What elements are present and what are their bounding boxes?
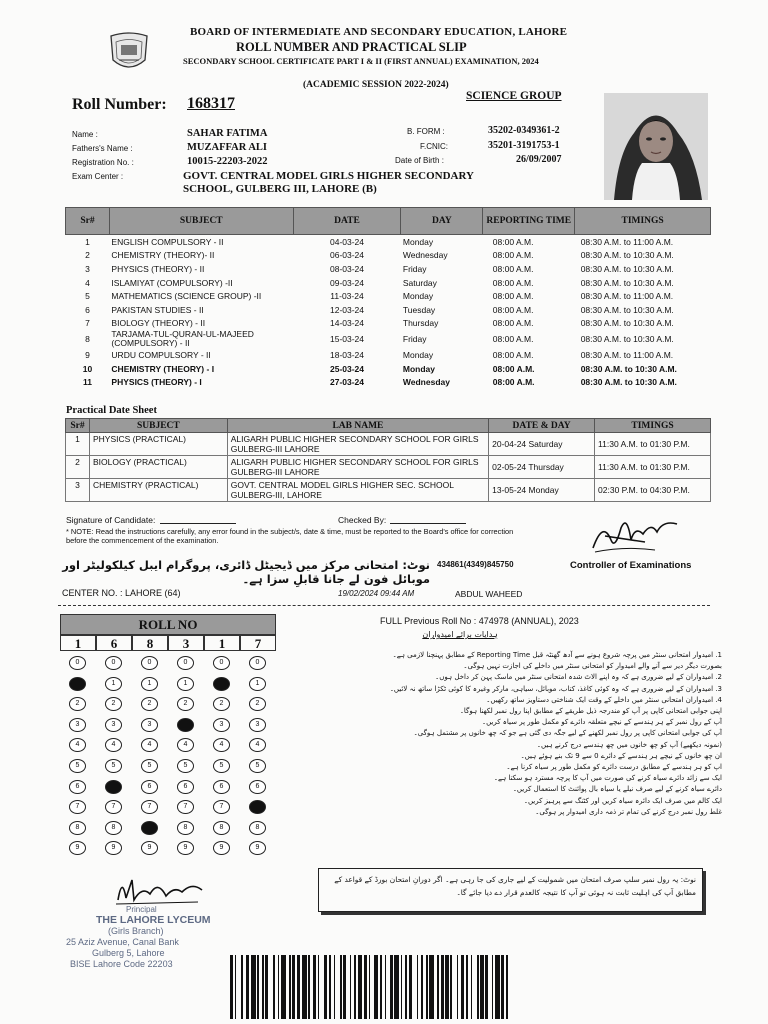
omr-bubble: 9 [177,841,194,855]
omr-bubble: 8 [177,821,194,835]
subject-cell: CHEMISTRY (PRACTICAL) [89,479,227,502]
practical-header-1: SUBJECT [89,419,227,433]
date-cell: 08-03-24 [329,263,365,274]
instruction-line: 4. امیدواران امتحانی سنٹر میں داخلے کے وقت ایک شناختی دستاویز ساتھ رکھیں۔ [486,695,722,704]
reporting-time-cell: 08:00 A.M. [492,277,534,288]
sr-cell: 1 [85,236,90,247]
theory-header-3: DAY [401,208,483,235]
bform-label: B. FORM : [407,127,445,136]
name-label: Name : [72,130,98,139]
stamp-line-2: THE LAHORE LYCEUM [96,914,211,926]
subject-cell: CHEMISTRY (THEORY) - I [111,363,215,374]
sr-cell: 6 [85,304,90,315]
omr-bubble [105,780,122,794]
day-cell: Friday [402,263,427,274]
table-row [66,249,711,263]
omr-bubble: 1 [249,677,266,691]
practical-header-3: DATE & DAY [489,419,595,433]
sr-cell: 1 [66,433,90,456]
timings-cell: 08:30 A.M. to 10:30 A.M. [580,363,677,374]
omr-bubble: 7 [105,800,122,814]
instruction-line: غلط رول نمبر درج کرنے کی تمام تر ذمہ داری امیدوار پر ہوگی۔ [535,807,722,816]
omr-bubble: 3 [69,718,86,732]
instruction-line: 3. امیدواران کے لیے ضروری ہے کہ وہ کوئی کاغذ، کتاب، موبائل، سیاہی، مارکر وغیرہ کا کوئی ٹکڑا ساتھ نہ لائیں۔ [389,684,722,693]
date-cell: 12-03-24 [329,304,365,315]
table-row [66,330,711,348]
practical-header-0: Sr# [66,419,90,433]
lab-name-cell: ALIGARH PUBLIC HIGHER SECONDARY SCHOOL FOR GIRLS GULBERG-III LAHORE [227,456,488,479]
fcnic-number: 35201-3191753-1 [488,140,560,151]
controller-signature [585,510,685,555]
sr-cell: 9 [85,349,90,360]
note-text: * NOTE: Read the instructions carefully, any error found in the subject/s, date & time, must be reported to the Board's office for correction before the commencement of the examination. [66,527,514,545]
table-row [66,362,711,376]
omr-bubble: 0 [69,656,86,670]
sr-cell: 10 [82,363,93,374]
exam-center-line2: SCHOOL, GULBERG III, LAHORE (B) [183,183,377,195]
omr-bubble: 6 [213,780,230,794]
theory-header-4: REPORTING TIME [483,208,575,235]
timings-cell: 08:30 A.M. to 11:00 A.M. [580,349,674,360]
roll-number-value: 168317 [187,95,235,112]
stamp-line-3: (Girls Branch) [108,926,164,936]
day-cell: Monday [402,363,436,374]
omr-bubble: 3 [213,718,230,732]
table-row [66,289,711,303]
eligibility-note-box: نوٹ: یہ رول نمبر سلپ صرف امتحان میں شمولیت کے لیے جاری کی جا رہی ہے۔ اگر دورانِ امتحان بورڈ کے قواعد کے مطابق آپ کی اہلیت ثابت نہ ہوئی تو آپ کا نتیجہ کالعدم قرار دے دیا جائے گا۔ [318,868,703,912]
candidate-photo [604,93,708,200]
day-cell: Thursday [402,318,439,329]
omr-bubble: 8 [105,821,122,835]
date-cell: 14-03-24 [329,318,365,329]
subject-cell: MATHEMATICS (SCIENCE GROUP) -II [111,291,262,302]
timings-cell: 08:30 A.M. to 10:30 A.M. [580,318,674,329]
instruction-line: (نمونہ دیکھیے) آپ کو چھ خانوں میں چھ ہندسے درج کرنے ہیں۔ [536,740,722,749]
subject-cell: PHYSICS (PRACTICAL) [89,433,227,456]
reporting-time-cell: 08:00 A.M. [492,363,535,374]
reporting-time-cell: 08:00 A.M. [492,377,535,388]
academic-session: (ACADEMIC SESSION 2022-2024) [303,80,449,90]
date-day-cell: 13-05-24 Monday [489,479,595,502]
table-row [66,303,711,317]
practical-datesheet-table [65,418,711,502]
timings-cell: 11:30 A.M. to 01:30 P.M. [595,456,711,479]
omr-bubble: 9 [213,841,230,855]
omr-bubble: 4 [69,738,86,752]
omr-bubble: 0 [105,656,122,670]
fcnic-label: F.CNIC: [420,142,448,151]
dob-value: 26/09/2007 [516,154,562,165]
omr-bubble: 7 [69,800,86,814]
omr-bubble: 6 [249,780,266,794]
omr-bubble: 5 [177,759,194,773]
omr-bubble: 1 [177,677,194,691]
day-cell: Monday [402,236,434,247]
reporting-time-cell: 08:00 A.M. [492,349,534,360]
bform-number: 35202-0349361-2 [488,125,560,136]
registration-number: 10015-22203-2022 [187,156,268,167]
sr-cell: 5 [85,291,90,302]
day-cell: Monday [402,349,434,360]
omr-bubble: 5 [141,759,158,773]
signature-line [160,523,236,524]
table-row [66,348,711,362]
exam-title: SECONDARY SCHOOL CERTIFICATE PART I & II (FIRST ANNUAL) EXAMINATION, 2024 [183,56,539,66]
omr-bubble: 2 [213,697,230,711]
omr-bubble: 6 [177,780,194,794]
omr-bubble: 0 [213,656,230,670]
day-cell: Tuesday [402,304,436,315]
subject-cell: PHYSICS (THEORY) - II [111,263,205,274]
father-label: Fathers's Name : [72,144,133,153]
omr-bubble: 8 [69,821,86,835]
table-row [66,479,711,502]
timings-cell: 08:30 A.M. to 10:30 A.M. [580,304,674,315]
omr-bubble: 0 [249,656,266,670]
controller-label: Controller of Examinations [570,560,692,571]
reporting-time-cell: 08:00 A.M. [492,304,534,315]
roll-digit-3: 8 [132,634,168,651]
stamp-line-4: 25 Aziz Avenue, Canal Bank [66,937,179,947]
omr-bubble: 5 [249,759,266,773]
omr-bubble: 0 [141,656,158,670]
omr-bubble: 2 [105,697,122,711]
urdu-warning: نوٹ: امتحانی مرکز میں ڈیجیٹل ڈائری، پروگرام ایبل کیلکولیٹر اور موبائل فون لے جانا قابلِ سزا ہے۔ [62,558,430,586]
practical-header-2: LAB NAME [227,419,488,433]
father-name: MUZAFFAR ALI [187,142,268,153]
roll-digit-1: 1 [60,634,96,651]
timings-cell: 02:30 P.M. to 04:30 P.M. [595,479,711,502]
subject-cell: TARJAMA-TUL-QURAN-UL-MAJEED (COMPULSORY) - II [111,329,254,349]
omr-bubble: 6 [69,780,86,794]
registration-label: Registration No. : [72,158,134,167]
omr-bubble: 4 [177,738,194,752]
theory-header-5: TIMINGS [575,208,711,235]
date-cell: 25-03-24 [329,363,365,374]
omr-bubble: 1 [105,677,122,691]
sr-cell: 2 [66,456,90,479]
table-row [66,375,711,389]
omr-bubble: 4 [141,738,158,752]
omr-bubble-grid [60,656,276,866]
reporting-time-cell: 08:00 A.M. [492,318,534,329]
omr-bubble: 5 [213,759,230,773]
instruction-line: 1. امیدوار امتحانی سنٹر میں پرچہ شروع ہونے سے آدھ گھنٹہ قبل Reporting Time کے مطابق پہنچنا لازمی ہے۔ [392,651,722,659]
omr-bubble: 9 [69,841,86,855]
omr-bubble: 7 [213,800,230,814]
lab-name-cell: GOVT. CENTRAL MODEL GIRLS HIGHER SEC. SCHOOL GULBERG-III, LAHORE [227,479,488,502]
dob-label: Date of Birth : [395,156,444,165]
omr-bubble: 7 [141,800,158,814]
date-cell: 18-03-24 [329,349,365,360]
omr-bubble: 3 [141,718,158,732]
table-row [66,456,711,479]
instruction-line: آپ کی جوابی امتحانی کاپی پر رول نمبر لکھنے کے لیے جگہ دی گئی ہے جو کہ چھ خانوں پر مشتمل ہوگی۔ [413,729,722,738]
roll-digit-row [60,634,276,652]
sr-cell: 3 [66,479,90,502]
omr-bubble: 2 [141,697,158,711]
timings-cell: 08:30 A.M. to 10:30 A.M. [580,250,674,261]
day-cell: Monday [402,291,434,302]
roll-digit-6: 7 [240,634,276,651]
omr-bubble: 7 [177,800,194,814]
date-cell: 27-03-24 [329,377,365,388]
subject-cell: URDU COMPULSORY - II [111,349,211,360]
omr-bubble: 6 [141,780,158,794]
timings-cell: 11:30 A.M. to 01:30 P.M. [595,433,711,456]
subject-cell: BIOLOGY (THEORY) - II [111,318,206,329]
omr-bubble: 1 [141,677,158,691]
theory-datesheet-table [65,207,711,389]
sr-cell: 11 [82,377,92,388]
roll-digit-5: 1 [204,634,240,651]
omr-bubble: 9 [141,841,158,855]
subject-cell: PHYSICS (THEORY) - I [111,377,202,388]
date-cell: 06-03-24 [329,250,365,261]
date-cell: 09-03-24 [329,277,365,288]
reporting-time-cell: 08:00 A.M. [492,291,534,302]
cut-line [58,605,710,606]
timings-cell: 08:30 A.M. to 10:30 A.M. [580,263,674,274]
instructions-list [302,650,722,818]
lab-name-cell: ALIGARH PUBLIC HIGHER SECONDARY SCHOOL FOR GIRLS GULBERG-III LAHORE [227,433,488,456]
board-logo [106,30,152,76]
signature-label: Signature of Candidate: [66,515,156,525]
omr-bubble [249,800,266,814]
day-cell: Saturday [402,277,437,288]
instruction-line: دائرے سیاہ کرنے کے لیے صرف نیلے یا سیاہ بال پوائنٹ کا استعمال کریں۔ [512,785,722,794]
instruction-line: ایک سے زائد دائرے سیاہ کرنے کی صورت میں آپ کا پرچہ مسترد ہو سکتا ہے۔ [493,774,722,783]
table-row [66,276,711,290]
day-cell: Wednesday [402,377,450,388]
subject-cell: ISLAMIYAT (COMPULSORY) -II [111,277,233,288]
sr-cell: 8 [85,334,90,345]
timings-cell: 08:30 A.M. to 10:30 A.M. [580,334,674,345]
omr-bubble: 5 [105,759,122,773]
omr-bubble: 2 [249,697,266,711]
subject-cell: PAKISTAN STUDIES - II [111,304,204,315]
reporting-time-cell: 08:00 A.M. [492,250,534,261]
helpline-number: 434861(4349)845750 [437,560,514,569]
day-cell: Friday [402,334,427,345]
center-number: CENTER NO. : LAHORE (64) [62,588,181,598]
operator-name: ABDUL WAHEED [455,589,523,599]
practical-datesheet-title: Practical Date Sheet [66,405,157,416]
omr-bubble [177,718,194,732]
omr-bubble: 2 [69,697,86,711]
exam-center-label: Exam Center : [72,172,124,181]
candidate-name: SAHAR FATIMA [187,128,268,139]
date-day-cell: 20-04-24 Saturday [489,433,595,456]
omr-bubble [141,821,158,835]
date-day-cell: 02-05-24 Thursday [489,456,595,479]
timings-cell: 08:30 A.M. to 10:30 A.M. [580,277,674,288]
previous-roll-number: FULL Previous Roll No : 474978 (ANNUAL), 2023 [380,616,579,626]
date-cell: 11-03-24 [330,291,364,302]
subject-cell: ENGLISH COMPULSORY - II [111,236,224,247]
sr-cell: 7 [85,318,90,329]
omr-bubble: 4 [105,738,122,752]
omr-bubble: 3 [249,718,266,732]
instruction-line: آپ کے رول نمبر کے ہر ہندسے کے نیچے متعلقہ دائرے کو مکمل طور پر سیاہ کریں۔ [481,718,722,727]
reporting-time-cell: 08:00 A.M. [492,236,534,247]
omr-bubble: 5 [69,759,86,773]
group-name: SCIENCE GROUP [466,90,562,102]
timings-cell: 08:30 A.M. to 11:00 A.M. [580,291,674,302]
instruction-line: اپ کو ہر ہندسے کے مطابق درست دائرے کو مکمل طور پر سیاہ کرنا ہے۔ [506,763,722,772]
school-stamp [62,904,222,1009]
roll-number-label: Roll Number: [72,96,167,113]
subject-cell: CHEMISTRY (THEORY)- II [111,250,215,261]
timings-cell: 08:30 A.M. to 11:00 A.M. [580,236,674,247]
omr-bubble [69,677,86,691]
stamp-line-5: Gulberg 5, Lahore [92,948,165,958]
principal-signature [112,872,207,906]
slip-title: ROLL NUMBER AND PRACTICAL SLIP [236,40,467,54]
instruction-line: ان چھ خانوں کے نیچے ہر ہندسے کے دائرے 0 سے 9 تک بنے ہوئے ہیں۔ [520,751,722,760]
omr-bubble [213,677,230,691]
omr-bubble: 0 [177,656,194,670]
table-row [66,235,711,249]
theory-header-1: SUBJECT [109,208,293,235]
omr-bubble: 2 [177,697,194,711]
omr-bubble: 3 [105,718,122,732]
omr-bubble: 4 [249,738,266,752]
theory-header-0: Sr# [66,208,110,235]
instructions-title: ہدایات برائے امیدواران [422,630,498,639]
exam-center-line1: GOVT. CENTRAL MODEL GIRLS HIGHER SECONDARY [183,170,474,182]
instruction-line: بصورت دیگر دیر سے آنے والے امیدوار کو امتحانی سنٹر میں داخلے کی اجازت نہیں ہوگی۔ [463,662,722,671]
omr-bubble: 8 [213,821,230,835]
sr-cell: 2 [85,250,90,261]
date-cell: 04-03-24 [329,236,365,247]
barcode [230,955,750,1019]
checked-by-line [390,523,466,524]
omr-bubble: 4 [213,738,230,752]
barcode-gap [508,955,511,1019]
subject-cell: BIOLOGY (PRACTICAL) [89,456,227,479]
omr-bubble: 9 [105,841,122,855]
table-row [66,433,711,456]
roll-digit-2: 6 [96,634,132,651]
omr-bubble: 9 [249,841,266,855]
checked-by-label: Checked By: [338,515,387,525]
timings-cell: 08:30 A.M. to 10:30 A.M. [580,377,677,388]
day-cell: Wednesday [402,250,448,261]
instruction-line: اپنی جوابی امتحانی کاپی پر آپ کو مندرجہ ذیل طریقے کے مطابق اپنا رول نمبر لکھنا ہوگا۔ [459,707,722,716]
roll-digit-4: 3 [168,634,204,651]
table-row [66,262,711,276]
instruction-line: ایک کالم میں صرف ایک دائرہ سیاہ کریں اور کٹنگ سے پرہیز کریں۔ [523,796,722,805]
sr-cell: 3 [85,263,90,274]
stamp-line-6: BISE Lahore Code 22203 [70,959,173,969]
theory-header-2: DATE [293,208,401,235]
sr-cell: 4 [85,277,90,288]
reporting-time-cell: 08:00 A.M. [492,334,534,345]
board-name: BOARD OF INTERMEDIATE AND SECONDARY EDUCATION, LAHORE [190,26,568,38]
omr-bubble: 8 [249,821,266,835]
practical-header-4: TIMINGS [595,419,711,433]
theory-header-row [66,208,711,235]
date-cell: 15-03-24 [329,334,365,345]
practical-header-row [66,419,711,433]
roll-box-title: ROLL NO [60,614,276,636]
reporting-time-cell: 08:00 A.M. [492,263,534,274]
instruction-line: 2. امیدواران کے لیے ضروری ہے کہ وہ اپنے الاٹ شدہ امتحانی سنٹر میں ماسک پہن کر داخل ہوں۔ [435,673,722,682]
stamp-line-1: Principal [126,905,157,914]
print-timestamp: 19/02/2024 09:44 AM [338,589,415,598]
table-row [66,317,711,331]
